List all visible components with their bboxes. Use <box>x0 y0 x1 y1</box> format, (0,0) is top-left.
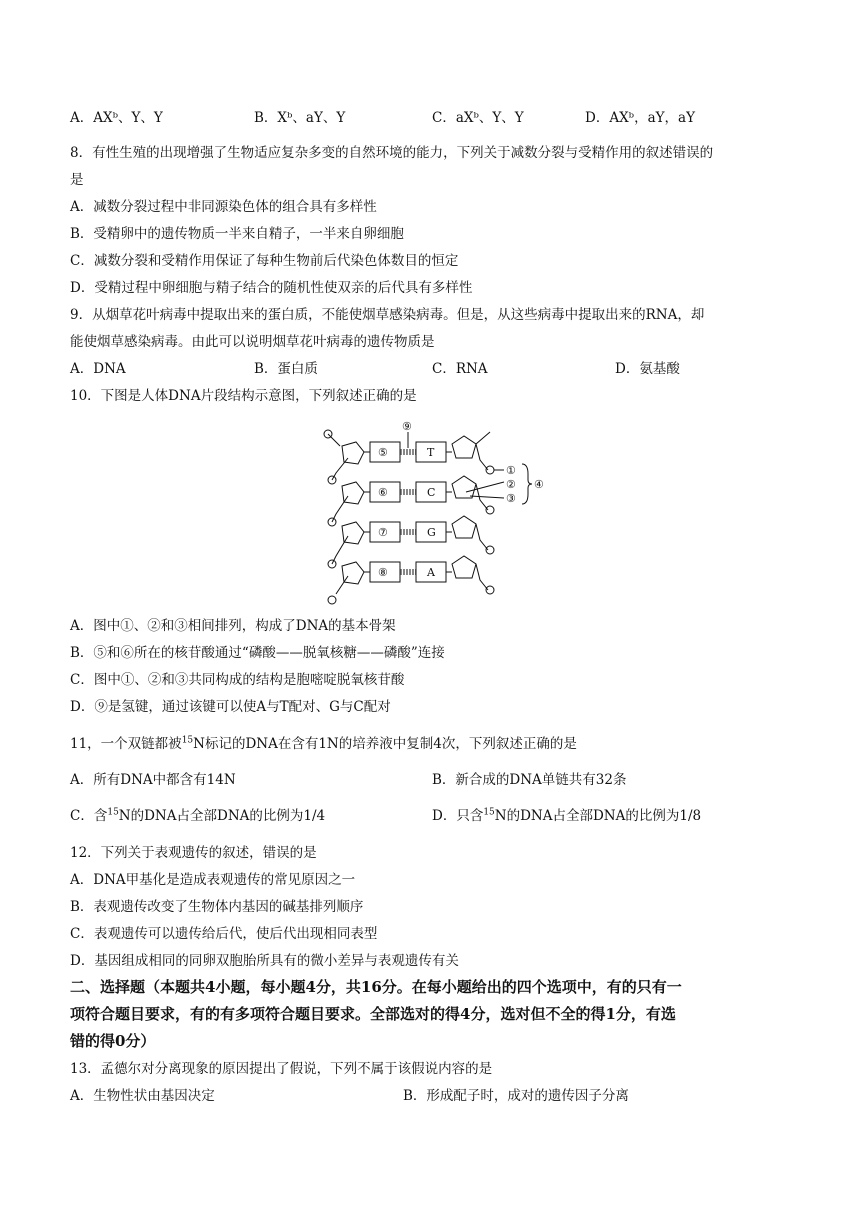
q10-option-a: A．图中①、②和③相间排列，构成了DNA的基本骨架 <box>70 618 396 634</box>
q11-options-row2 <box>70 806 800 826</box>
dna-base-c: C <box>427 486 436 499</box>
q12-option-c: C．表观遗传可以遗传给后代，使后代出现相同表型 <box>70 926 378 942</box>
section2-heading-line3: 错的得0分） <box>70 1032 156 1050</box>
q10-option-c: C．图中①、②和③共同构成的结构是胞嘧啶脱氧核苷酸 <box>70 672 405 688</box>
q11-stem-post: N标记的DNA在含有1N的培养液中复制4次，下列叙述正确的是 <box>193 736 577 752</box>
dna-label-3: ③ <box>506 492 516 505</box>
q9-option-c: C．RNA <box>432 361 488 377</box>
dna-label-6: ⑥ <box>378 486 388 499</box>
dna-base-t: T <box>427 446 435 459</box>
dna-label-4: ④ <box>534 478 544 491</box>
dna-base-a: A <box>427 566 435 579</box>
q11-option-d-post: N的DNA占全部DNA的比例为1/8 <box>494 808 702 824</box>
section2-heading-line1: 二、选择题（本题共4小题，每小题4分，共16分。在每小题给出的四个选项中，有的只有一 <box>70 978 682 996</box>
q9-option-b: B．蛋白质 <box>254 361 318 377</box>
q11-option-a: A．所有DNA中都含有14N <box>70 772 236 788</box>
q12-option-a: A．DNA甲基化是造成表观遗传的常见原因之一 <box>70 872 356 888</box>
q11-option-c <box>70 806 325 826</box>
q11-option-d-pre: D．只含 <box>432 808 484 824</box>
q8-option-c: C．减数分裂和受精作用保证了每种生物前后代染色体数目的恒定 <box>70 253 459 269</box>
q11-option-c-pre: C．含 <box>70 808 108 824</box>
dna-label-9: ⑨ <box>402 420 412 433</box>
q13-options-row1 <box>70 1086 800 1106</box>
q9-option-a: A．DNA <box>70 361 126 377</box>
dna-label-8: ⑧ <box>378 566 388 579</box>
dna-label-2: ② <box>506 478 516 491</box>
q7-options <box>70 108 800 128</box>
q11-stem-pre: 11，一个双链都被 <box>70 736 182 752</box>
q8-stem-line2: 是 <box>70 172 84 188</box>
q12-option-d: D．基因组成相同的同卵双胞胎所具有的微小差异与表观遗传有关 <box>70 953 459 969</box>
q7-option-a: A．AXᵇ、Y、Y <box>70 110 163 126</box>
q7-option-b: B．Xᵇ、aY、Y <box>254 110 346 126</box>
q11-options-row1 <box>70 770 800 790</box>
q9-option-d: D．氨基酸 <box>615 361 680 377</box>
q10-option-d: D．⑨是氢键，通过该键可以使A与T配对、G与C配对 <box>70 699 391 715</box>
dna-label-5: ⑤ <box>378 446 388 459</box>
q13-stem: 13．孟德尔对分离现象的原因提出了假说，下列不属于该假说内容的是 <box>70 1061 493 1077</box>
dna-label-1: ① <box>506 464 516 477</box>
q13-option-b: B．形成配子时，成对的遗传因子分离 <box>403 1088 629 1104</box>
q11-option-c-sup: 15 <box>107 807 119 818</box>
q9-options <box>70 359 800 379</box>
q9-stem-line1: 9．从烟草花叶病毒中提取出来的蛋白质，不能使烟草感染病毒。但是，从这些病毒中提取出来的RNA，却 <box>70 307 705 323</box>
q8-stem-line1: 8．有性生殖的出现增强了生物适应复杂多变的自然环境的能力，下列关于减数分裂与受精作用的叙述错误的 <box>70 145 714 161</box>
q10-stem: 10．下图是人体DNA片段结构示意图，下列叙述正确的是 <box>70 388 417 404</box>
q8-option-b: B．受精卵中的遗传物质一半来自精子，一半来自卵细胞 <box>70 226 404 242</box>
q8-option-d: D．受精过程中卵细胞与精子结合的随机性使双亲的后代具有多样性 <box>70 280 473 296</box>
q11-option-c-post: N的DNA占全部DNA的比例为1/4 <box>118 808 326 824</box>
q7-option-c: C．aXᵇ、Y、Y <box>432 110 524 126</box>
dna-label-7: ⑦ <box>378 526 388 539</box>
q10-option-b: B．⑤和⑥所在的核苷酸通过“磷酸——脱氧核糖——磷酸”连接 <box>70 645 445 661</box>
q11-stem <box>70 734 577 754</box>
q12-stem: 12．下列关于表观遗传的叙述，错误的是 <box>70 845 317 861</box>
q13-option-a: A．生物性状由基因决定 <box>70 1088 215 1104</box>
dna-structure-diagram <box>318 418 548 608</box>
q11-stem-sup: 15 <box>181 735 194 746</box>
q7-option-d: D．AXᵇ，aY，aY <box>585 110 696 126</box>
q11-option-d-sup: 15 <box>483 807 495 818</box>
q11-option-b: B．新合成的DNA单链共有32条 <box>432 772 627 788</box>
q9-stem-line2: 能使烟草感染病毒。由此可以说明烟草花叶病毒的遗传物质是 <box>70 334 435 350</box>
q11-option-d <box>432 806 701 826</box>
section2-heading-line2: 项符合题目要求，有的有多项符合题目要求。全部选对的得4分，选对但不全的得1分，有选 <box>70 1005 676 1023</box>
q8-option-a: A．减数分裂过程中非同源染色体的组合具有多样性 <box>70 199 377 215</box>
dna-base-g: G <box>427 526 436 539</box>
q12-option-b: B．表观遗传改变了生物体内基因的碱基排列顺序 <box>70 899 364 915</box>
